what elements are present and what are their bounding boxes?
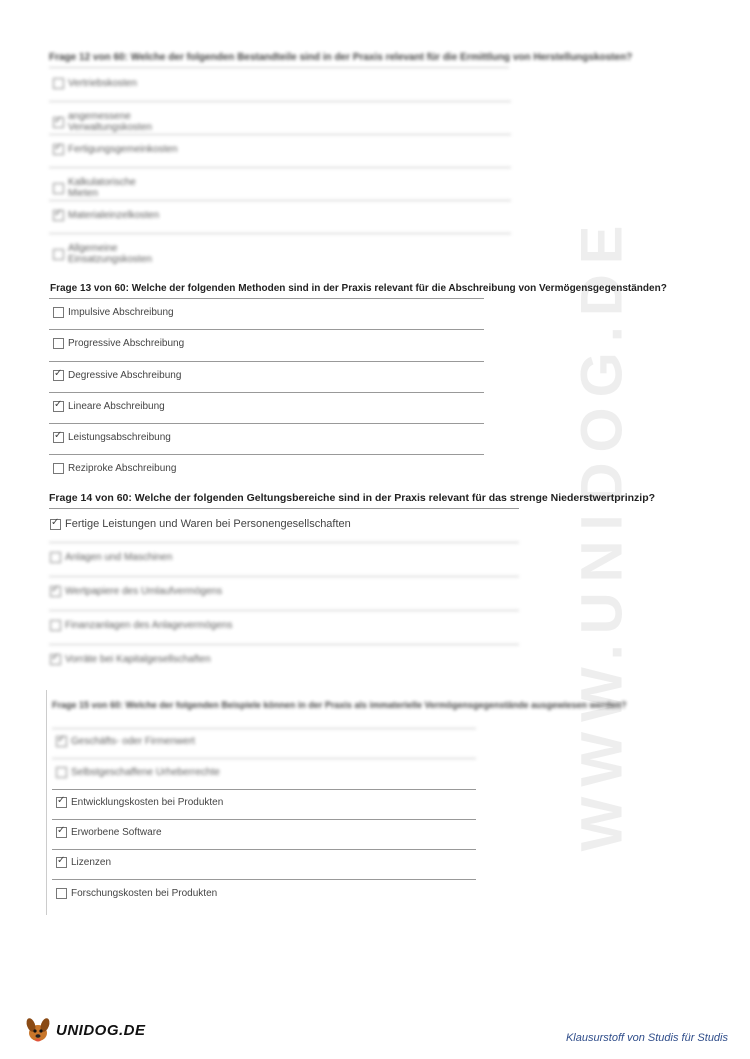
- checkbox[interactable]: [56, 767, 67, 778]
- dog-icon: [22, 1014, 54, 1046]
- q12-option-6[interactable]: Allgemeine Einsatzungskosten: [53, 243, 152, 265]
- divider: [49, 576, 519, 577]
- footer-tagline: Klausurstoff von Studis für Studis: [565, 1032, 728, 1044]
- checkbox[interactable]: [53, 307, 64, 318]
- divider: [49, 542, 519, 543]
- q15-option-6[interactable]: Forschungskosten bei Produkten: [56, 888, 217, 899]
- q14-option-5[interactable]: ✓ Vorräte bei Kapitalgesellschaften: [50, 654, 211, 665]
- divider: [49, 134, 511, 135]
- divider: [49, 361, 484, 362]
- checkbox[interactable]: [53, 401, 64, 412]
- divider: [49, 167, 511, 168]
- divider: [52, 849, 476, 850]
- divider: [49, 508, 519, 509]
- divider: [49, 644, 519, 645]
- checkbox[interactable]: [56, 736, 67, 747]
- q13-option-5[interactable]: ✓ Leistungsabschreibung: [53, 432, 171, 443]
- q15-option-3[interactable]: ✓ Entwicklungskosten bei Produkten: [56, 797, 223, 808]
- checkbox[interactable]: [53, 249, 64, 260]
- checkbox[interactable]: [53, 370, 64, 381]
- divider: [49, 329, 484, 330]
- checkbox[interactable]: [53, 78, 64, 89]
- checkbox[interactable]: [56, 857, 67, 868]
- divider: [49, 610, 519, 611]
- checkbox[interactable]: [53, 144, 64, 155]
- divider: [49, 200, 511, 201]
- question-15-title: Frage 15 von 60: Welche der folgenden Beispiele können in der Praxis als immaterielle Vermögensgegenstände ausgewiesen werden?: [52, 700, 627, 710]
- watermark: WWW.UNIDOG.DE: [569, 215, 635, 852]
- checkbox[interactable]: [53, 463, 64, 474]
- divider: [52, 758, 476, 759]
- divider: [49, 392, 484, 393]
- divider: [52, 879, 476, 880]
- q13-option-2[interactable]: Progressive Abschreibung: [53, 338, 184, 349]
- q12-option-2[interactable]: ✓ angemessene Verwaltungskosten: [53, 111, 152, 133]
- q12-option-3[interactable]: ✓ Fertigungsgemeinkosten: [53, 144, 178, 155]
- logo-text: UNIDOG.DE: [56, 1021, 146, 1039]
- divider: [52, 819, 476, 820]
- checkbox[interactable]: [50, 620, 61, 631]
- checkbox[interactable]: [53, 117, 64, 128]
- q15-option-5[interactable]: ✓ Lizenzen: [56, 857, 111, 868]
- checkbox[interactable]: [53, 338, 64, 349]
- q15-option-4[interactable]: ✓ Erworbene Software: [56, 827, 162, 838]
- checkbox[interactable]: [50, 519, 61, 530]
- divider: [49, 67, 509, 68]
- divider: [52, 728, 476, 729]
- question-14-title: Frage 14 von 60: Welche der folgenden Geltungsbereiche sind in der Praxis relevant für das strenge Niederstwertprinzip?: [49, 492, 656, 504]
- checkbox[interactable]: [50, 586, 61, 597]
- q14-option-3[interactable]: ✓ Wertpapiere des Umlaufvermögens: [50, 586, 222, 597]
- q13-option-4[interactable]: ✓ Lineare Abschreibung: [53, 401, 165, 412]
- question-15-border: [46, 690, 47, 915]
- divider: [52, 789, 476, 790]
- checkbox[interactable]: [50, 654, 61, 665]
- q15-option-2[interactable]: Selbstgeschaffene Urheberrechte: [56, 767, 220, 778]
- checkbox[interactable]: [56, 888, 67, 899]
- q14-option-4[interactable]: Finanzanlagen des Anlagevermögens: [50, 620, 232, 631]
- checkbox[interactable]: [53, 210, 64, 221]
- checkbox[interactable]: [53, 183, 64, 194]
- divider: [49, 298, 484, 299]
- q13-option-1[interactable]: Impulsive Abschreibung: [53, 307, 174, 318]
- divider: [49, 454, 484, 455]
- question-12-title: Frage 12 von 60: Welche der folgenden Bestandteile sind in der Praxis relevant für die Ermittlung von Herstellungskosten?: [49, 52, 633, 63]
- q15-option-1[interactable]: ✓ Geschäfts- oder Firmenwert: [56, 736, 195, 747]
- divider: [49, 101, 511, 102]
- divider: [49, 233, 511, 234]
- q12-option-1[interactable]: Vertriebskosten: [53, 78, 137, 89]
- checkbox[interactable]: [53, 432, 64, 443]
- question-13-title: Frage 13 von 60: Welche der folgenden Methoden sind in der Praxis relevant für die Abschreibung von Vermögensgegenständen?: [50, 283, 667, 294]
- q12-option-4[interactable]: Kalkulatorische Mieten: [53, 177, 136, 199]
- q14-option-2[interactable]: Anlagen und Maschinen: [50, 552, 172, 563]
- divider: [49, 423, 484, 424]
- checkbox[interactable]: [56, 797, 67, 808]
- q13-option-6[interactable]: Reziproke Abschreibung: [53, 463, 176, 474]
- checkbox[interactable]: [56, 827, 67, 838]
- logo[interactable]: [22, 1014, 146, 1046]
- q13-option-3[interactable]: ✓ Degressive Abschreibung: [53, 370, 181, 381]
- checkbox[interactable]: [50, 552, 61, 563]
- q12-option-5[interactable]: ✓ Materialeinzelkosten: [53, 210, 159, 221]
- q14-option-1[interactable]: ✓ Fertige Leistungen und Waren bei Personengesellschaften: [50, 518, 351, 530]
